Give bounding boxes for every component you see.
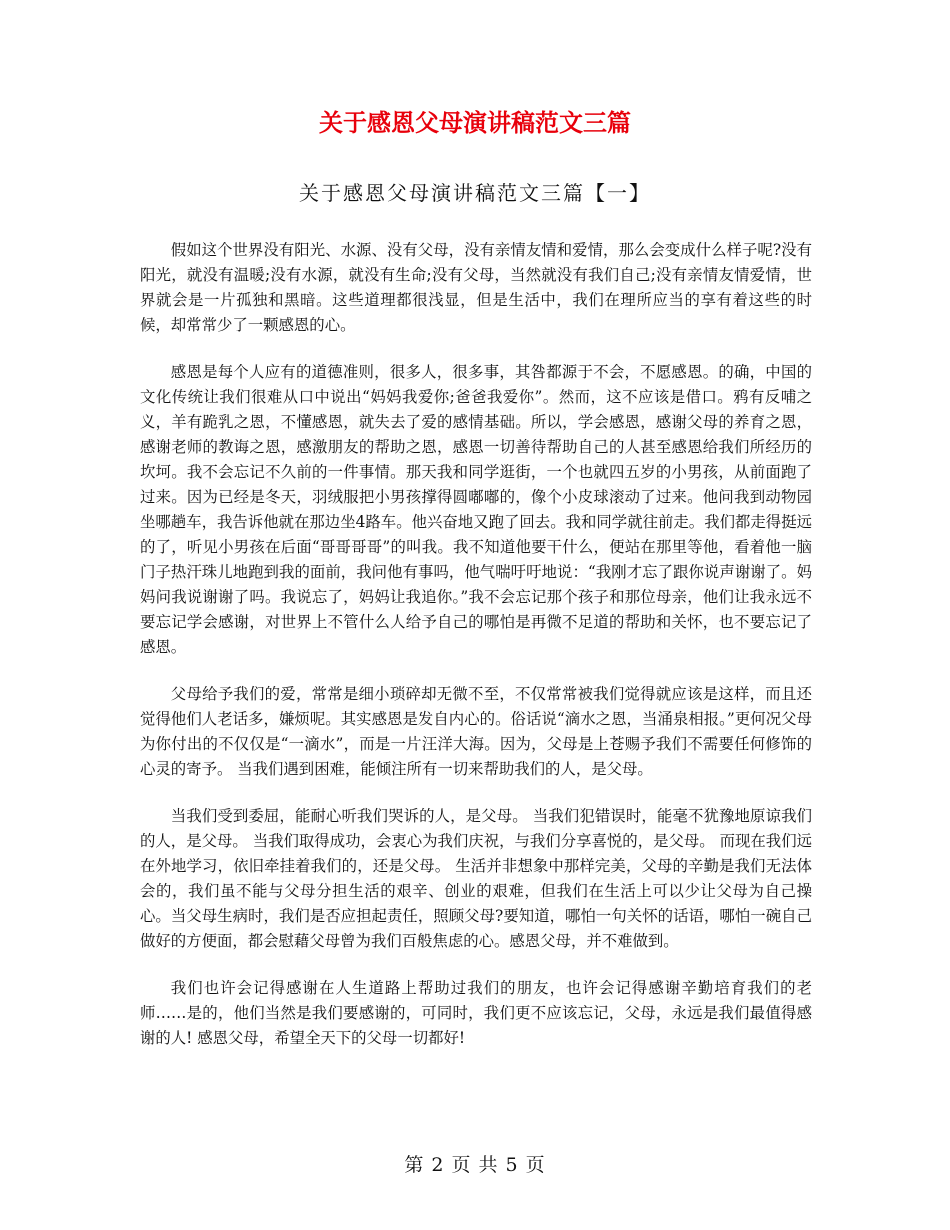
document-title: 关于感恩父母演讲稿范文三篇 bbox=[319, 109, 631, 137]
document-body bbox=[140, 238, 812, 1073]
paragraph-5: 我们也许会记得感谢在人生道路上帮助过我们的朋友，也许会记得感谢辛勤培育我们的老师……是的，他们当然是我们要感谢的，可同时，我们更不应该忘记，父母，永远是我们最值得感谢的人! 感恩父母，希望全天下的父母一切都好! bbox=[140, 979, 812, 1047]
paragraph-2: 感恩是每个人应有的道德准则，很多人，很多事，其咎都源于不会，不愿感恩。的确，中国的文化传统让我们很难从口中说出“妈妈我爱你;爸爸我爱你”。然而，这不应该是借口。鸦有反哺之义，羊有跪乳之恩，不懂感恩，就失去了爱的感情基础。所以，学会感恩，感谢父母的养育之恩，感谢老师的教诲之恩，感激朋友的帮助之恩，感恩一切善待帮助自己的人甚至感恩给我们所经历的坎坷。我不会忘记不久前的一件事情。那天我和同学逛街，一个也就四五岁的小男孩，从前面跑了过来。因为已经是冬天，羽绒服把小男孩撑得圆嘟嘟的，像个小皮球滚动了过来。他问我到动物园坐哪趟车，我告诉他就在那边坐4路车。他兴奋地又跑了回去。我和同学就往前走。我们都走得挺远的了，听见小男孩在后面“哥哥哥哥”的叫我。我不知道他要干什么，便站在那里等他，看着他一脑门子热汗珠儿地跑到我的面前，我问他有事吗，他气喘吁吁地说：“我刚才忘了跟你说声谢谢了。妈妈问我说谢谢了吗。我说忘了，妈妈让我追你。”我不会忘记那个孩子和那位母亲，他们让我永远不要忘记学会感谢，对世界上不管什么人给予自己的哪怕是再微不足道的帮助和关怀，也不要忘记了感恩。 bbox=[140, 363, 812, 656]
page-number-footer: 第 2 页 共 5 页 bbox=[404, 1154, 546, 1176]
paragraph-1: 假如这个世界没有阳光、水源、没有父母，没有亲情友情和爱情，那么会变成什么样子呢?没有阳光，就没有温暖;没有水源，就没有生命;没有父母，当然就没有我们自己;没有亲情友情爱情，世界就会是一片孤独和黑暗。这些道理都很浅显，但是生活中，我们在理所应当的享有着这些的时候，却常常少了一颗感恩的心。 bbox=[140, 241, 812, 334]
paragraph-4: 当我们受到委屈，能耐心听我们哭诉的人，是父母。 当我们犯错误时，能毫不犹豫地原谅我们的人，是父母。 当我们取得成功，会衷心为我们庆祝，与我们分享喜悦的，是父母。 而现在我们远在外地学习，依旧牵挂着我们的，还是父母。 生活并非想象中那样完美，父母的辛勤是我们无法体会的，我们虽不能与父母分担生活的艰辛、创业的艰难，但我们在生活上可以少让父母为自己操心。当父母生病时，我们是否应担起责任，照顾父母?要知道，哪怕一句关怀的话语，哪怕一碗自己做好的方便面，都会慰藉父母曾为我们百般焦虑的心。感恩父母，并不难做到。 bbox=[140, 807, 812, 950]
paragraph-3: 父母给予我们的爱，常常是细小琐碎却无微不至，不仅常常被我们觉得就应该是这样，而且还觉得他们人老话多，嫌烦呢。其实感恩是发自内心的。俗话说“滴水之恩，当涌泉相报。”更何况父母为你付出的不仅仅是“一滴水”，而是一片汪洋大海。因为，父母是上苍赐予我们不需要任何修饰的心灵的寄予。 当我们遇到困难，能倾注所有一切来帮助我们的人，是父母。 bbox=[140, 685, 812, 778]
section-title: 关于感恩父母演讲稿范文三篇【一】 bbox=[299, 181, 651, 205]
